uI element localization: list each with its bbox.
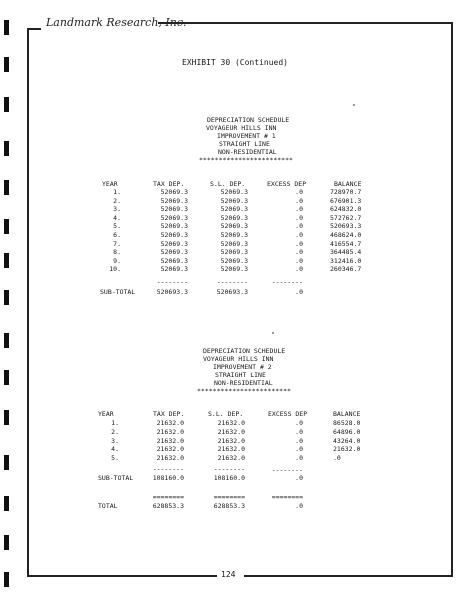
- balance-cell: 676901.3: [330, 196, 362, 205]
- binder-mark: [4, 410, 9, 425]
- tax-dep-cell: 21632.0: [156, 427, 184, 436]
- col-excess-dep-header: EXCESS DEP: [268, 410, 308, 418]
- tax-dep-cell: 52069.3: [160, 213, 188, 222]
- tax-dep-cell: 52069.3: [160, 222, 188, 231]
- tax-dep-cell: 21632.0: [156, 445, 184, 454]
- balance-cell: 572762.7: [330, 213, 362, 222]
- sl-dep-cell: 52069.3: [220, 248, 248, 257]
- dash-rule: --------: [152, 465, 184, 473]
- balance-cell: 520693.3: [330, 222, 362, 231]
- schedule-1-property: VOYAGEUR HILLS INN: [206, 124, 277, 132]
- col-balance-header: BALANCE: [333, 410, 361, 418]
- col-year-header: YEAR: [98, 410, 114, 418]
- balance-cell: 728970.7: [330, 188, 362, 196]
- dash-rule: --------: [213, 465, 245, 473]
- tax-dep-cell: 52069.3: [160, 188, 188, 196]
- tax-dep-cell: 52069.3: [160, 248, 188, 257]
- balance-cell: 64896.0: [333, 427, 361, 436]
- schedule-2-method: STRAIGHT LINE: [215, 371, 266, 379]
- schedule-1-improvement: IMPROVEMENT # 1: [217, 132, 276, 140]
- sl-dep-cell: 52069.3: [220, 205, 248, 214]
- frame-left-rule: [27, 28, 29, 575]
- balance-cell: 43264.0: [333, 436, 361, 445]
- col-balance-header: BALANCE: [334, 180, 362, 188]
- equals-rule: ========: [152, 493, 184, 501]
- balance-cell: 624832.0: [330, 205, 362, 214]
- total-label: TOTAL: [98, 502, 118, 510]
- subtotal-tax-dep: 108160.0: [152, 474, 184, 482]
- subtotal-label: SUB-TOTAL: [98, 474, 134, 482]
- sl-dep-cell: 21632.0: [217, 436, 245, 445]
- subtotal-sl-dep: 520693.3: [216, 288, 248, 296]
- year-cell: 1.: [111, 419, 119, 427]
- balance-cell: 416554.7: [330, 239, 362, 248]
- excess-dep-cell: .0: [295, 196, 303, 205]
- tax-dep-cell: 52069.3: [160, 231, 188, 239]
- schedule-2-improvement: IMPROVEMENT # 2: [213, 363, 272, 371]
- binder-mark: [4, 572, 9, 587]
- col-year-header: YEAR: [102, 180, 118, 188]
- binder-mark: [4, 333, 9, 348]
- excess-dep-cell: .0: [295, 454, 303, 463]
- schedule-2-heading: DEPRECIATION SCHEDULE: [203, 347, 286, 355]
- tax-dep-cell: 21632.0: [156, 454, 184, 463]
- binder-mark: [4, 180, 9, 195]
- frame-right-rule: [451, 22, 453, 575]
- tax-dep-cell: 52069.3: [160, 256, 188, 265]
- balance-cell: 312416.0: [330, 256, 362, 265]
- exhibit-title: EXHIBIT 30 (Continued): [182, 58, 288, 67]
- binder-mark: [4, 496, 9, 511]
- total-tax-dep: 628853.3: [152, 502, 184, 510]
- dash-rule: --------: [271, 278, 303, 286]
- total-sl-dep: 628853.3: [213, 502, 245, 510]
- schedule-2-property: VOYAGEUR HILLS INN: [203, 355, 274, 363]
- col-tax-dep-header: TAX DEP.: [153, 410, 185, 418]
- excess-dep-cell: .0: [295, 248, 303, 257]
- balance-cell: 468624.0: [330, 231, 362, 239]
- sl-dep-cell: 52069.3: [220, 256, 248, 265]
- year-cell: 2.: [111, 427, 119, 436]
- balance-cell: 86528.0: [333, 419, 361, 427]
- year-cell: 5.: [113, 222, 121, 231]
- tax-dep-cell: 52069.3: [160, 196, 188, 205]
- frame-top-rule: [158, 22, 452, 24]
- binder-mark: [4, 20, 9, 35]
- excess-dep-cell: .0: [295, 213, 303, 222]
- year-cell: 10.: [109, 265, 121, 274]
- frame-bottom-right-rule: [244, 575, 453, 577]
- tax-dep-cell: 52069.3: [160, 239, 188, 248]
- subtotal-excess-dep: .0: [295, 288, 303, 296]
- excess-dep-cell: .0: [295, 436, 303, 445]
- col-tax-dep-header: TAX DEP.: [153, 180, 185, 188]
- total-excess-dep: .0: [295, 502, 303, 510]
- excess-dep-cell: .0: [295, 188, 303, 196]
- sl-dep-cell: 52069.3: [220, 222, 248, 231]
- subtotal-sl-dep: 108160.0: [213, 474, 245, 482]
- excess-dep-cell: .0: [295, 256, 303, 265]
- binder-mark: [4, 253, 9, 268]
- schedule-2-class: NON-RESIDENTIAL: [214, 379, 273, 387]
- tax-dep-cell: 21632.0: [156, 436, 184, 445]
- balance-cell: 364485.4: [330, 248, 362, 257]
- equals-rule: ========: [271, 493, 303, 501]
- schedule-1-heading: DEPRECIATION SCHEDULE: [207, 116, 290, 124]
- binder-mark: [4, 290, 9, 305]
- dash-rule: --------: [156, 278, 188, 286]
- schedule-1-stars: ************************: [199, 156, 293, 164]
- balance-cell: .0: [333, 454, 341, 463]
- year-cell: 4.: [113, 213, 121, 222]
- binder-mark: [4, 219, 9, 234]
- scan-speck: [353, 104, 355, 106]
- binder-mark: [4, 141, 9, 156]
- excess-dep-cell: .0: [295, 265, 303, 274]
- subtotal-excess-dep: .0: [295, 474, 303, 482]
- frame-top-left-rule: [27, 28, 41, 30]
- col-sl-dep-header: S.L. DEP.: [210, 180, 246, 188]
- year-cell: 1.: [113, 188, 121, 196]
- year-cell: 6.: [113, 231, 121, 239]
- subtotal-label: SUB-TOTAL: [100, 288, 136, 296]
- excess-dep-cell: .0: [295, 419, 303, 427]
- frame-bottom-left-rule: [27, 575, 217, 577]
- company-letterhead: Landmark Research, Inc.: [46, 16, 187, 29]
- dash-rule: --------: [216, 278, 248, 286]
- excess-dep-cell: .0: [295, 231, 303, 239]
- year-cell: 5.: [111, 454, 119, 463]
- excess-dep-cell: .0: [295, 205, 303, 214]
- tax-dep-cell: 21632.0: [156, 419, 184, 427]
- sl-dep-cell: 21632.0: [217, 427, 245, 436]
- subtotal-tax-dep: 520693.3: [156, 288, 188, 296]
- year-cell: 7.: [113, 239, 121, 248]
- year-cell: 8.: [113, 248, 121, 257]
- excess-dep-cell: .0: [295, 445, 303, 454]
- year-cell: 3.: [111, 436, 119, 445]
- sl-dep-cell: 52069.3: [220, 239, 248, 248]
- binder-mark: [4, 535, 9, 550]
- col-sl-dep-header: S.L. DEP.: [208, 410, 244, 418]
- schedule-1-class: NON-RESIDENTIAL: [218, 148, 277, 156]
- binder-mark: [4, 370, 9, 385]
- year-cell: 4.: [111, 445, 119, 454]
- year-cell: 2.: [113, 196, 121, 205]
- year-cell: 3.: [113, 205, 121, 214]
- balance-cell: 260346.7: [330, 265, 362, 274]
- excess-dep-cell: .0: [295, 427, 303, 436]
- binder-mark: [4, 57, 9, 72]
- scan-speck: [272, 332, 274, 334]
- sl-dep-cell: 21632.0: [217, 445, 245, 454]
- sl-dep-cell: 52069.3: [220, 196, 248, 205]
- sl-dep-cell: 21632.0: [217, 419, 245, 427]
- col-excess-dep-header: EXCESS DEP: [267, 180, 307, 188]
- sl-dep-cell: 21632.0: [217, 454, 245, 463]
- schedule-1-method: STRAIGHT LINE: [219, 140, 270, 148]
- tax-dep-cell: 52069.3: [160, 265, 188, 274]
- balance-cell: 21632.0: [333, 445, 361, 454]
- page-number: 124: [221, 570, 236, 579]
- year-cell: 9.: [113, 256, 121, 265]
- equals-rule: ========: [213, 493, 245, 501]
- sl-dep-cell: 52069.3: [220, 213, 248, 222]
- excess-dep-cell: .0: [295, 239, 303, 248]
- dash-rule: --------: [271, 466, 303, 474]
- sl-dep-cell: 52069.3: [220, 265, 248, 274]
- sl-dep-cell: 52069.3: [220, 231, 248, 239]
- sl-dep-cell: 52069.3: [220, 188, 248, 196]
- excess-dep-cell: .0: [295, 222, 303, 231]
- schedule-2-stars: ************************: [197, 387, 291, 395]
- binder-mark: [4, 97, 9, 112]
- tax-dep-cell: 52069.3: [160, 205, 188, 214]
- binder-mark: [4, 455, 9, 470]
